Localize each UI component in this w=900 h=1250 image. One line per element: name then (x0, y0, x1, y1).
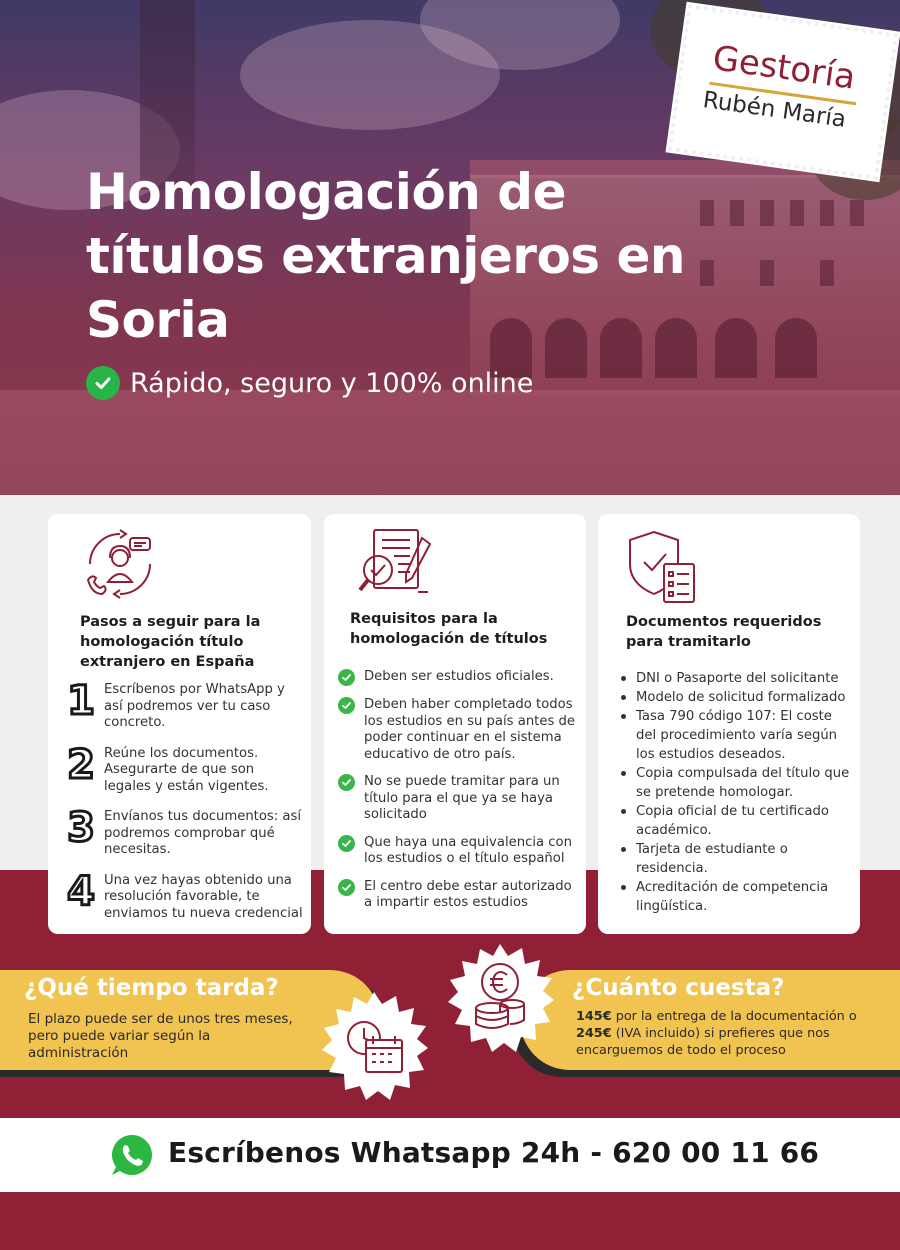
requirement-text: No se puede tramitar para un título para el que ya se haya solicitado (364, 774, 560, 822)
documents-card (598, 514, 860, 934)
window (730, 200, 744, 226)
step-number: 3 (67, 805, 95, 851)
list-item: Tasa 790 código 107: El coste del procedimiento varía según los estudios deseados. (618, 707, 854, 764)
euro-coins-icon (444, 942, 556, 1058)
steps-card-title: Pasos a seguir para la homologación título extranjero en España (80, 614, 261, 670)
documents-card-title: Documentos requeridos para tramitarlo (626, 614, 822, 650)
check-icon (338, 835, 355, 852)
list-item (60, 868, 305, 923)
list-item: Tarjeta de estudiante o residencia. (618, 840, 854, 878)
step-text: Envíanos tus documentos: así podremos comprobar qué necesitas. (104, 809, 302, 857)
steps-list (60, 678, 305, 936)
cost-title: ¿Cuánto cuesta? (572, 975, 785, 1001)
list-item: DNI o Pasaporte del solicitante (618, 669, 854, 688)
check-circle-icon (86, 366, 120, 400)
requirement-text: Deben ser estudios oficiales. (364, 669, 554, 684)
requirements-card (324, 514, 586, 934)
step-text: Reúne los documentos. Asegurarte de que son legales y están vigentes. (104, 745, 269, 794)
list-item (338, 697, 578, 763)
list-item (60, 678, 305, 732)
time-title: ¿Qué tiempo tarda? (24, 975, 279, 1001)
list-item: Acreditación de competencia lingüística. (618, 878, 854, 916)
logo-line2: Rubén María (701, 87, 848, 133)
list-item (338, 879, 578, 912)
time-text: El plazo puede ser de unos tres meses, pero puede variar según la administración (28, 1011, 293, 1061)
window (850, 200, 864, 226)
list-item (60, 741, 305, 796)
brand-logo-stamp (668, 4, 899, 180)
list-item (60, 805, 305, 859)
price-documents: 145€ (576, 1009, 612, 1024)
whatsapp-cta-text[interactable]: Escríbenos Whatsapp 24h - 620 00 11 66 (168, 1136, 820, 1169)
cost-text-1: por la entrega de la documentación o (611, 1009, 857, 1024)
window (820, 260, 834, 286)
requirements-card-title: Requisitos para la homologación de títulos (350, 611, 548, 647)
requirement-text: Que haya una equivalencia con los estudios o el título español (364, 834, 572, 866)
list-item: Copia compulsada del título que se pretende homologar. (618, 764, 854, 802)
plaza (0, 390, 900, 495)
window (820, 200, 834, 226)
window (790, 200, 804, 226)
list-item (338, 669, 578, 686)
list-item (338, 835, 578, 868)
list-item (338, 774, 578, 824)
hero-subtitle-text: Rápido, seguro y 100% online (130, 367, 534, 399)
whatsapp-icon[interactable] (110, 1133, 154, 1181)
hero-subtitle (86, 366, 533, 400)
check-icon (338, 669, 355, 686)
window (760, 200, 774, 226)
step-number: 4 (67, 868, 95, 915)
logo-line1: Gestoría (710, 38, 858, 98)
arch (775, 318, 817, 378)
step-text: Una vez hayas obtenido una resolución favorable, te enviamos tu nueva credencial (104, 872, 303, 921)
step-number: 1 (67, 678, 95, 724)
cost-text-2: (IVA incluido) si prefieres que nos encarguemos de todo el proceso (576, 1026, 830, 1058)
shield-checklist-icon (626, 528, 698, 610)
cost-text (576, 1008, 876, 1059)
customer-support-icon (80, 524, 160, 608)
check-icon (338, 774, 355, 791)
check-icon (338, 697, 355, 714)
page-title: Homologación de títulos extranjeros en Soria (86, 163, 685, 349)
check-icon (338, 879, 355, 896)
requirement-text: El centro debe estar autorizado a impartir estos estudios (364, 878, 572, 910)
window (760, 260, 774, 286)
price-full-service: 245€ (576, 1026, 612, 1041)
requirements-list (338, 669, 578, 923)
steps-card (48, 514, 311, 934)
step-text: Escríbenos por WhatsApp y así podremos ver tu caso concreto. (104, 682, 285, 730)
list-item: Copia oficial de tu certificado académico. (618, 802, 854, 840)
step-number: 2 (67, 741, 95, 788)
requirement-text: Deben haber completado todos los estudios en su país antes de poder continuar en el sistema educativo de otro país. (364, 697, 576, 762)
calendar-clock-icon (318, 990, 430, 1106)
list-item: Modelo de solicitud formalizado (618, 688, 854, 707)
document-search-icon (356, 526, 436, 606)
